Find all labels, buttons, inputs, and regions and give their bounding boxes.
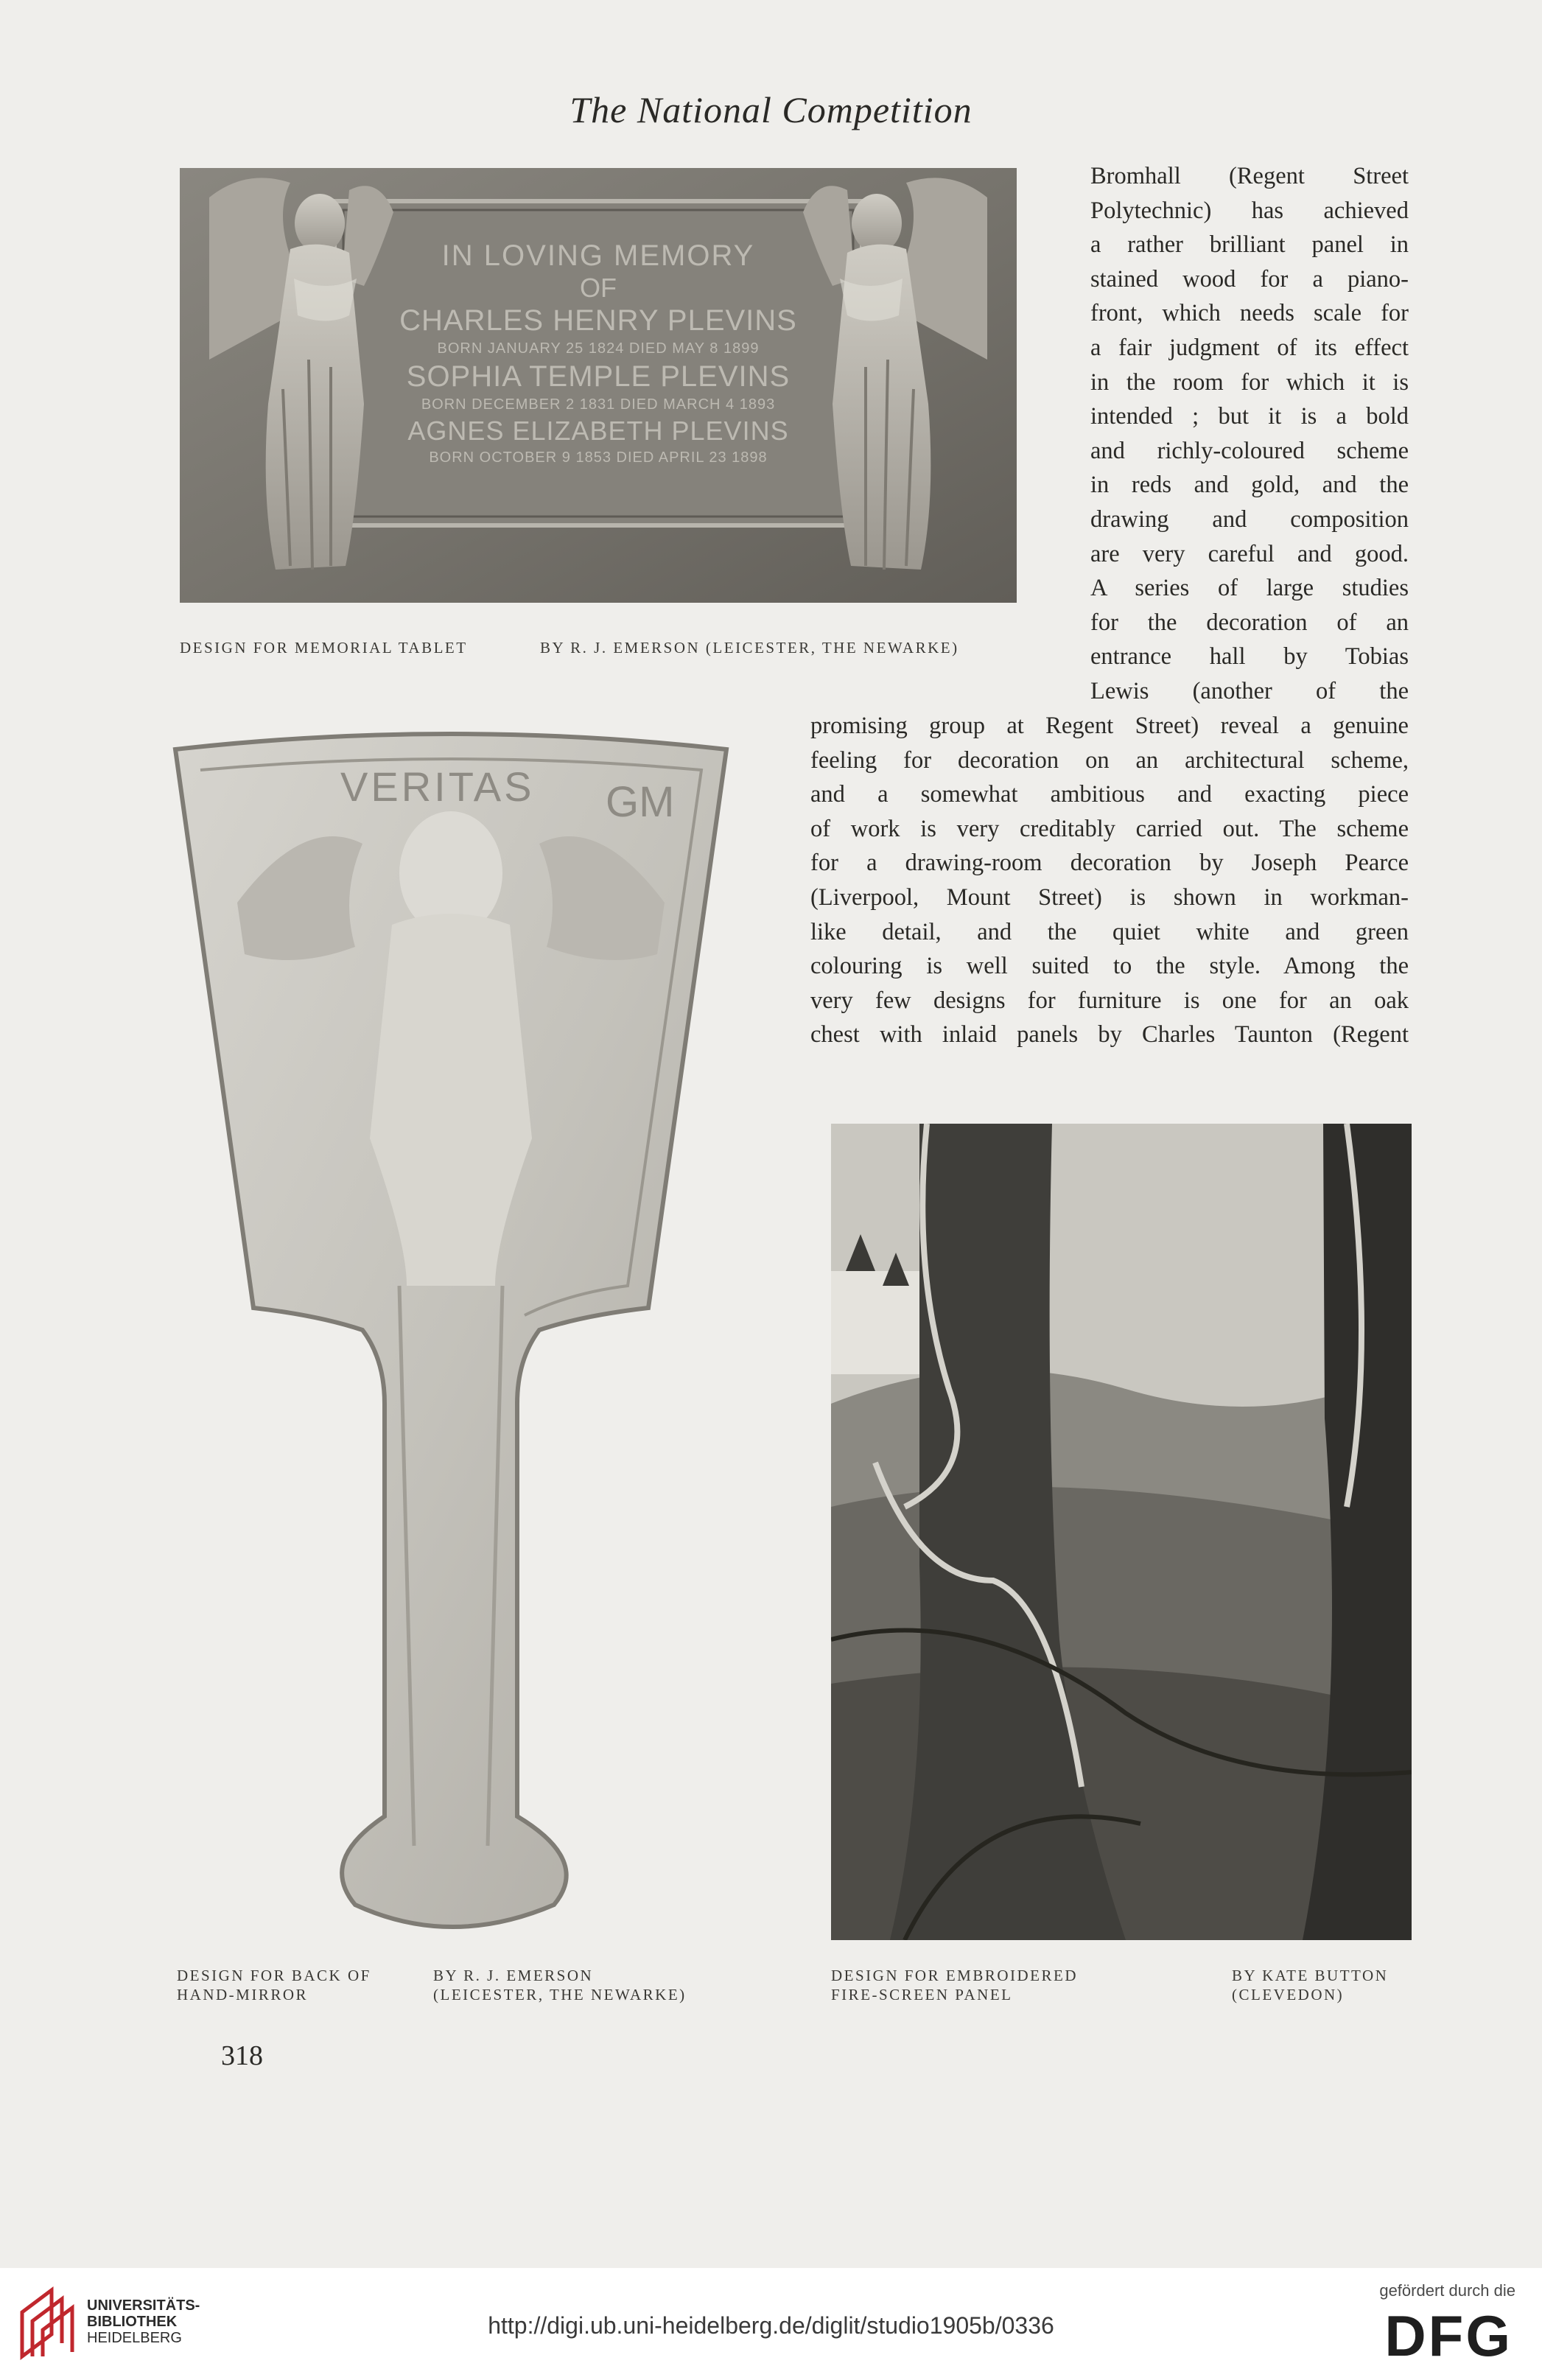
body-line: a rather brilliant panel in [1090,231,1409,259]
body-line: intended ; but it is a bold [1090,403,1409,430]
body-text-narrow-column [1090,159,1409,709]
body-line: for the decoration of an [1090,609,1409,636]
body-text-wide-column [810,709,1409,1052]
inscription-line: AGNES ELIZABETH PLEVINS [407,416,789,446]
body-line: Lewis (another of the [1090,677,1409,704]
mirror-caption-title [177,1966,371,2004]
hand-mirror-image [171,726,731,1942]
body-line: a fair judgment of its effect [1090,334,1409,361]
sponsor-label: gefördert durch die [1379,2281,1515,2300]
mirror-caption-author-line: BY R. J. EMERSON [433,1967,594,1984]
body-line: front, which needs scale for [1090,300,1409,327]
library-name-line: UNIVERSITÄTS- [87,2297,200,2314]
body-line: feeling for decoration on an architectural scheme, [810,746,1409,774]
fire-screen-image [831,1124,1412,1940]
inscription-line: CHARLES HENRY PLEVINS [399,304,797,337]
mirror-caption-author-line: (LEICESTER, THE NEWARKE) [433,1986,687,2003]
body-line: for a drawing-room decoration by Joseph Pearce [810,850,1409,877]
page-title: The National Competition [570,89,972,130]
body-line: Bromhall (Regent Street [1090,163,1409,189]
mirror-caption-title-line: DESIGN FOR BACK OF [177,1967,371,1984]
body-line: like detail, and the quiet white and green [810,918,1409,945]
screen-caption-author-line: BY KATE BUTTON [1232,1967,1389,1984]
body-line: very few designs for furniture is one for an oak [810,987,1409,1014]
body-line: and richly-coloured scheme [1090,437,1409,464]
body-line: chest with inlaid panels by Charles Taunton (Regent [810,1021,1409,1049]
inscription-line: BORN JANUARY 25 1824 DIED MAY 8 1899 [437,340,760,357]
fire-screen-drawing [831,1124,1412,1940]
inscription-line: IN LOVING MEMORY [441,239,755,272]
inscription-line: BORN DECEMBER 2 1831 DIED MARCH 4 1893 [421,396,776,413]
mirror-monogram: GM [606,778,675,826]
inscription-line: SOPHIA TEMPLE PLEVINS [406,360,791,393]
body-line: entrance hall by Tobias [1090,643,1409,671]
body-line: colouring is well suited to the style. Among the [810,953,1409,980]
tablet-caption-author: BY R. J. EMERSON (LEICESTER, THE NEWARKE) [540,639,959,657]
body-line: A series of large studies [1090,575,1409,602]
body-line: stained wood for a piano- [1090,265,1409,293]
body-line: in reds and gold, and the [1090,472,1409,499]
body-line: in the room for which it is [1090,368,1409,396]
source-url-link[interactable]: http://digi.ub.uni-heidelberg.de/diglit/studio1905b/0336 [488,2312,1054,2339]
screen-caption-title-line: FIRE-SCREEN PANEL [831,1986,1013,2003]
body-line: Polytechnic) has achieved [1090,197,1409,224]
body-line: promising group at Regent Street) reveal a genuine [810,713,1409,739]
dfg-logo: DFG [1384,2303,1513,2368]
screen-caption-title-line: DESIGN FOR EMBROIDERED [831,1967,1079,1984]
body-line: (Liverpool, Mount Street) is shown in workman- [810,883,1409,911]
library-name-line: HEIDELBERG [87,2330,182,2346]
body-line: and a somewhat ambitious and exacting piece [810,781,1409,808]
page-number: 318 [221,2040,263,2071]
body-line: of work is very creditably carried out. The scheme [810,815,1409,842]
body-line: are very careful and good. [1090,540,1409,567]
screen-caption-author-line: (CLEVEDON) [1232,1986,1345,2003]
mirror-motto: VERITAS [340,763,535,810]
screen-caption-title [831,1966,1078,2004]
body-line: drawing and composition [1090,505,1409,533]
mirror-caption-title-line: HAND-MIRROR [177,1986,309,2003]
digitization-footer [0,2268,1542,2380]
inscription-line: OF [580,273,617,303]
screen-caption-author [1232,1966,1388,2004]
mirror-caption-author [433,1966,687,2004]
tablet-caption-title: DESIGN FOR MEMORIAL TABLET [180,639,468,657]
library-name-line: BIBLIOTHEK [87,2314,178,2330]
inscription-line: BORN OCTOBER 9 1853 DIED APRIL 23 1898 [429,449,768,466]
hand-mirror-drawing [171,726,731,1942]
memorial-tablet-image [180,168,1017,603]
